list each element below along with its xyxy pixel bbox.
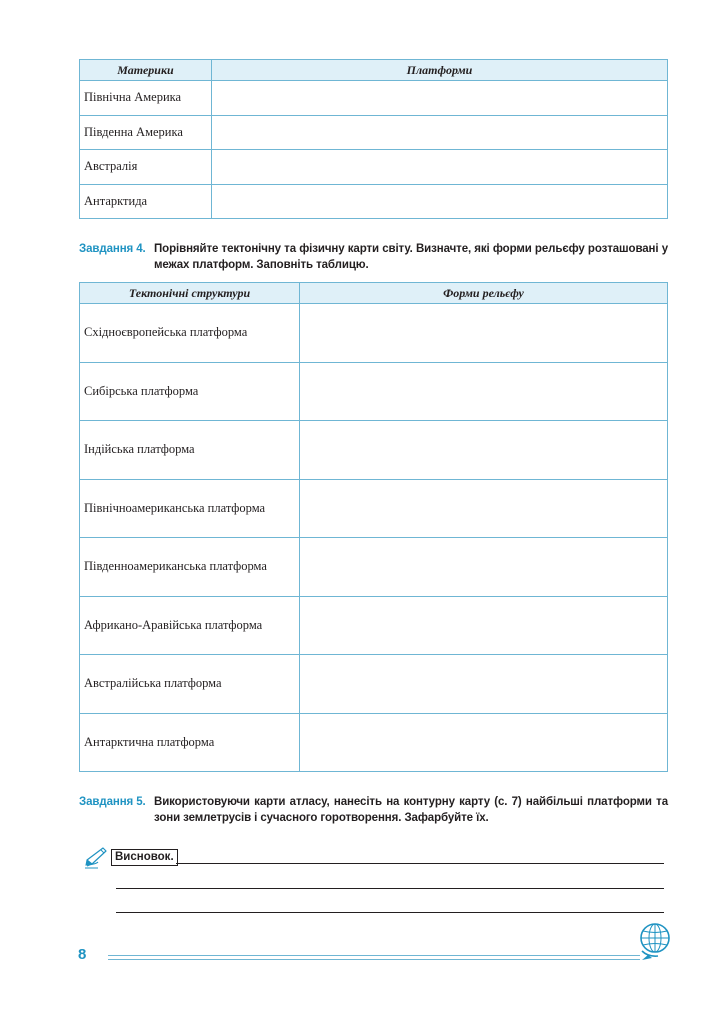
table-row — [80, 421, 668, 480]
task-4 — [79, 241, 668, 275]
column-header-relief-forms: Форми рельєфу — [300, 283, 668, 304]
row-label: Північна Америка — [80, 81, 212, 116]
answer-cell[interactable] — [212, 115, 668, 150]
answer-cell[interactable] — [212, 81, 668, 116]
row-label: Австралійська платформа — [80, 655, 300, 714]
row-label: Індійська платформа — [80, 421, 300, 480]
task-4-text: Порівняйте тектонічну та фізичну карти світу. Визначте, які форми рельєфу розташовані у межах платформ. Заповніть таблицю. — [154, 243, 668, 271]
answer-cell[interactable] — [300, 538, 668, 597]
table-row — [80, 81, 668, 116]
table-row — [80, 304, 668, 363]
column-header-continents: Материки — [80, 60, 212, 81]
page-number: 8 — [78, 946, 87, 963]
table-row — [80, 184, 668, 219]
table-row — [80, 150, 668, 185]
tectonic-relief-table — [79, 282, 668, 772]
table-row — [80, 596, 668, 655]
answer-cell[interactable] — [300, 655, 668, 714]
answer-cell[interactable] — [300, 713, 668, 772]
table-row — [80, 655, 668, 714]
answer-cell[interactable] — [300, 362, 668, 421]
table-header-row — [80, 60, 668, 81]
task-4-label: Завдання 4. — [79, 243, 146, 255]
row-label: Південна Америка — [80, 115, 212, 150]
writing-line[interactable] — [116, 912, 664, 913]
footer-rule — [108, 959, 640, 960]
answer-cell[interactable] — [300, 479, 668, 538]
writing-line[interactable] — [176, 863, 664, 864]
table-row — [80, 479, 668, 538]
table-header-row — [80, 283, 668, 304]
row-label: Африкано-Аравійська платформа — [80, 596, 300, 655]
answer-cell[interactable] — [300, 596, 668, 655]
pen-writing-icon — [84, 846, 110, 870]
answer-cell[interactable] — [300, 421, 668, 480]
continents-platforms-table — [79, 59, 668, 219]
column-header-tectonic-structures: Тектонічні структури — [80, 283, 300, 304]
answer-cell[interactable] — [212, 150, 668, 185]
column-header-platforms: Платформи — [212, 60, 668, 81]
row-label: Австралія — [80, 150, 212, 185]
row-label: Східноєвропейська платформа — [80, 304, 300, 363]
footer-rule — [108, 955, 640, 956]
conclusion-label: Висновок. — [111, 849, 178, 866]
table-row — [80, 115, 668, 150]
row-label: Антарктична платформа — [80, 713, 300, 772]
globe-icon — [636, 921, 672, 961]
row-label: Південноамериканська платформа — [80, 538, 300, 597]
task-5-text: Використовуючи карти атласу, нанесіть на контурну карту (с. 7) найбільші платформи та зони землетрусів і сучасного горотворення. Зафарбуйте їх. — [154, 796, 668, 824]
task-5 — [79, 794, 668, 828]
row-label: Антарктида — [80, 184, 212, 219]
answer-cell[interactable] — [300, 304, 668, 363]
answer-cell[interactable] — [212, 184, 668, 219]
row-label: Сибірська платформа — [80, 362, 300, 421]
task-5-label: Завдання 5. — [79, 796, 146, 808]
table-row — [80, 713, 668, 772]
table-row — [80, 538, 668, 597]
table-row — [80, 362, 668, 421]
writing-line[interactable] — [116, 888, 664, 889]
row-label: Північноамериканська платформа — [80, 479, 300, 538]
